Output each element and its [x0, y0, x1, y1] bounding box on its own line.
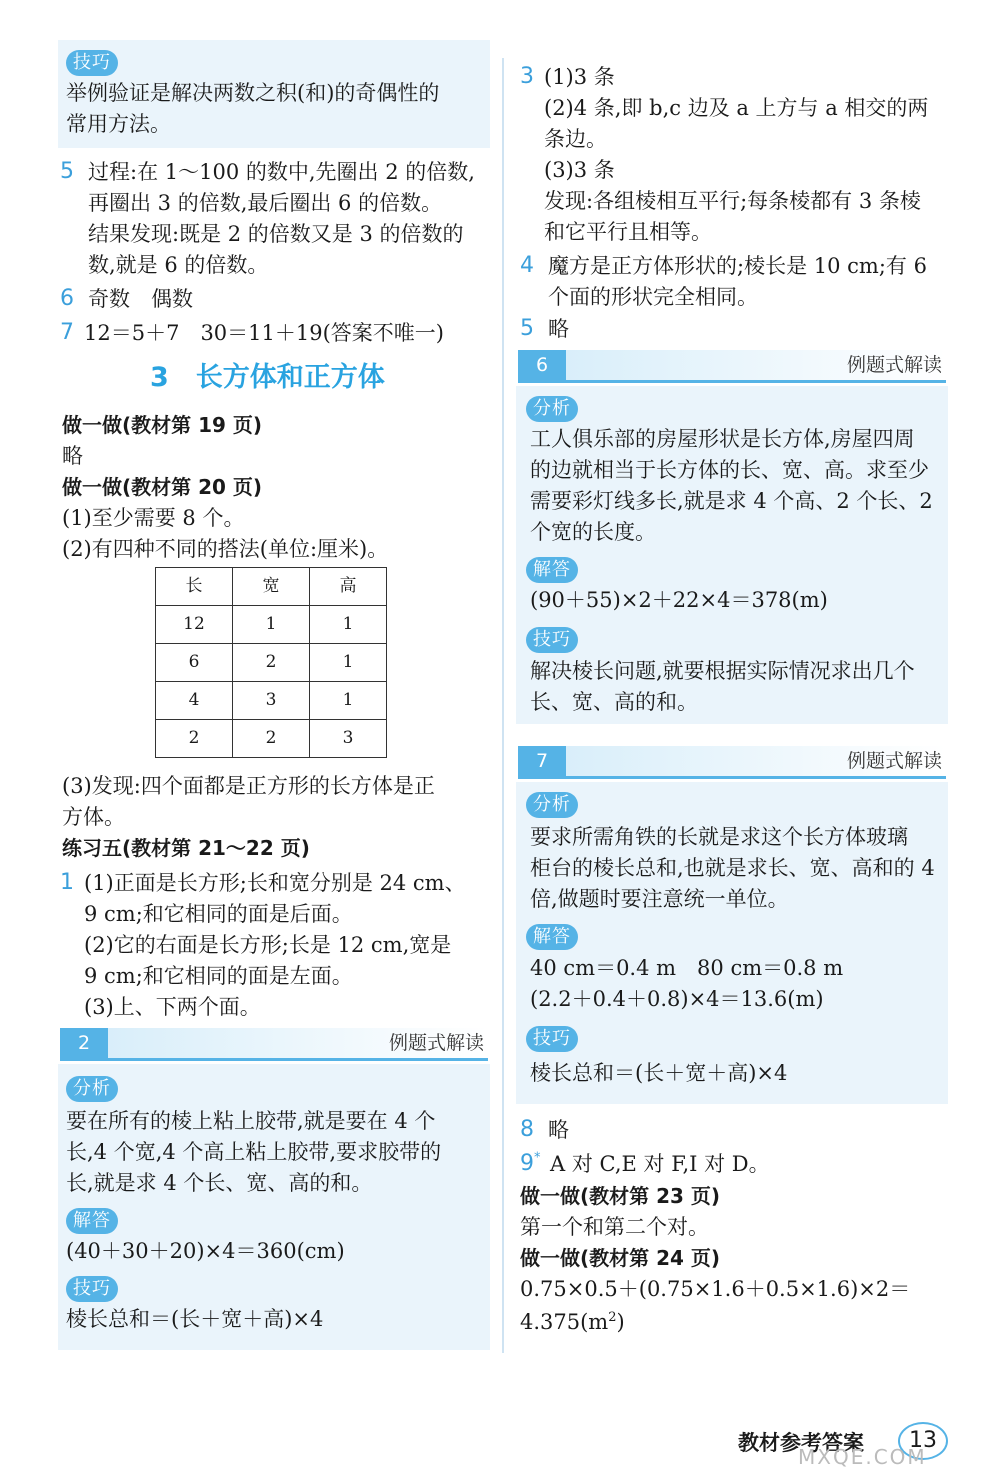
answer-line: 12＝5＋7 30＝11＋19(答案不唯一) [84, 321, 444, 345]
tip-line: 解决棱长问题,就要根据实际情况求出几个 [530, 659, 915, 683]
example-label: 例题式解读 [388, 1032, 484, 1054]
dimensions-table [155, 567, 387, 758]
analysis-line: 长,就是求 4 个长、宽、高的和。 [66, 1171, 373, 1195]
answer-tag: 解答 [526, 553, 578, 584]
table-header: 宽 [233, 568, 310, 606]
table-cell: 1 [310, 682, 387, 720]
table-cell: 1 [310, 644, 387, 682]
answer-line: 9 cm;和它相同的面是后面。 [84, 902, 353, 926]
exercise-heading: 做一做(教材第 19 页) [62, 413, 263, 437]
answer-line: (3)上、下两个面。 [84, 995, 261, 1019]
answer-line: 数,就是 6 的倍数。 [88, 253, 269, 277]
answer-line: 条边。 [544, 127, 607, 151]
answer-line: (2)有四种不同的搭法(单位:厘米)。 [62, 537, 389, 561]
table-cell: 3 [233, 682, 310, 720]
analysis-line: 柜台的棱长总和,也就是求长、宽、高和的 4 [530, 856, 935, 880]
analysis-line: 个宽的长度。 [530, 520, 656, 544]
answer-line: 魔方是正方体形状的;棱长是 10 cm;有 6 [548, 254, 927, 278]
tip-line: 棱长总和＝(长＋宽＋高)×4 [66, 1307, 324, 1331]
analysis-line: 要在所有的棱上粘上胶带,就是要在 4 个 [66, 1109, 436, 1133]
question-number: 8 [520, 1117, 534, 1142]
page-number: 13 [898, 1422, 948, 1460]
answer-line: (2)4 条,即 b,c 边及 a 上方与 a 相交的两 [544, 96, 929, 120]
question-number: 3 [520, 64, 534, 89]
answer-formula: 40 cm＝0.4 m 80 cm＝0.8 m [530, 956, 844, 980]
table-cell: 1 [233, 606, 310, 644]
tip-line: 举例验证是解决两数之积(和)的奇偶性的 [66, 81, 440, 105]
section-title: 3 长方体和正方体 [150, 362, 385, 393]
tip-tag: 技巧 [526, 623, 578, 654]
answer-line: 结果发现:既是 2 的倍数又是 3 的倍数的 [88, 222, 464, 246]
answer-line: 第一个和第二个对。 [520, 1215, 709, 1239]
question-number: 1 [60, 870, 74, 895]
answer-line: 发现:各组棱相互平行;每条棱都有 3 条棱 [544, 189, 921, 213]
example-header [518, 350, 946, 383]
answer-line: (1)至少需要 8 个。 [62, 506, 245, 530]
table-cell: 2 [233, 720, 310, 758]
answer-line: 方体。 [62, 805, 125, 829]
question-number: 7 [60, 320, 74, 345]
answer-line: (3)3 条 [544, 158, 615, 182]
tip-line: 棱长总和＝(长＋宽＋高)×4 [530, 1061, 788, 1085]
exercise-heading: 做一做(教材第 24 页) [520, 1246, 721, 1270]
answer-line: 奇数 偶数 [88, 287, 193, 311]
table-row [156, 720, 387, 758]
answer-line: 略 [548, 317, 569, 341]
analysis-line: 长,4 个宽,4 个高上粘上胶带,要求胶带的 [66, 1140, 442, 1164]
example-number: 6 [518, 350, 566, 380]
example-label: 例题式解读 [846, 354, 942, 376]
analysis-tag: 分析 [66, 1072, 118, 1103]
tip-tag: 技巧 [66, 1272, 118, 1303]
table-cell: 3 [310, 720, 387, 758]
table-cell: 1 [310, 606, 387, 644]
tip-tag: 技巧 [526, 1022, 578, 1053]
answer-line: 略 [62, 444, 83, 468]
exercise-heading: 做一做(教材第 20 页) [62, 475, 263, 499]
answer-formula: 0.75×0.5＋(0.75×1.6＋0.5×1.6)×2＝ [520, 1277, 911, 1301]
answer-line: 个面的形状完全相同。 [548, 285, 758, 309]
table-cell: 2 [233, 644, 310, 682]
answer-tag: 解答 [526, 920, 578, 951]
tip-line: 长、宽、高的和。 [530, 690, 698, 714]
example-number: 7 [518, 746, 566, 776]
answer-formula: (40＋30＋20)×4＝360(cm) [66, 1239, 345, 1263]
analysis-line: 要求所需角铁的长就是求这个长方体玻璃 [530, 825, 908, 849]
analysis-line: 的边就相当于长方体的长、宽、高。求至少 [530, 458, 929, 482]
analysis-line: 倍,做题时要注意统一单位。 [530, 887, 789, 911]
answer-line: 过程:在 1～100 的数中,先圈出 2 的倍数, [88, 160, 475, 184]
analysis-line: 工人俱乐部的房屋形状是长方体,房屋四周 [530, 427, 915, 451]
analysis-line: 需要彩灯线多长,就是求 4 个高、2 个长、2 [530, 489, 933, 513]
table-cell: 6 [156, 644, 233, 682]
question-number: 5 [520, 316, 534, 341]
answer-line: A 对 C,E 对 F,I 对 D。 [550, 1152, 770, 1176]
exercise-heading: 练习五(教材第 21～22 页) [62, 836, 310, 860]
table-header: 长 [156, 568, 233, 606]
answer-tag: 解答 [66, 1204, 118, 1235]
answer-line: (3)发现:四个面都是正方形的长方体是正 [62, 774, 435, 798]
answer-line: (1)正面是长方形;长和宽分别是 24 cm、 [84, 871, 466, 895]
answer-line: 和它平行且相等。 [544, 220, 712, 244]
question-number: 4 [520, 253, 534, 278]
example-label: 例题式解读 [846, 750, 942, 772]
tip-tag: 技巧 [66, 46, 118, 77]
question-number: 9* [520, 1150, 541, 1176]
analysis-tag: 分析 [526, 788, 578, 819]
example-header [60, 1028, 488, 1061]
table-row [156, 644, 387, 682]
answer-formula: (2.2＋0.4＋0.8)×4＝13.6(m) [530, 987, 824, 1011]
table-row [156, 606, 387, 644]
answer-line: (2)它的右面是长方形;长是 12 cm,宽是 [84, 933, 452, 957]
table-cell: 2 [156, 720, 233, 758]
table-row [156, 682, 387, 720]
answer-line: (1)3 条 [544, 65, 615, 89]
example-header [518, 746, 946, 779]
table-cell: 12 [156, 606, 233, 644]
column-divider [502, 58, 504, 1353]
example-number: 2 [60, 1028, 108, 1058]
watermark: MXQE.COM [798, 1445, 927, 1469]
table-header: 高 [310, 568, 387, 606]
answer-formula: $4.375(m^2)$ [520, 1310, 625, 1334]
footer-title: 教材参考答案 [738, 1431, 864, 1455]
tip-line: 常用方法。 [66, 112, 171, 136]
answer-line: 略 [548, 1118, 569, 1142]
question-number: 6 [60, 286, 74, 311]
table-cell: 4 [156, 682, 233, 720]
question-number: 5 [60, 159, 74, 184]
table-header-row [156, 568, 387, 606]
answer-formula: (90＋55)×2＋22×4＝378(m) [530, 588, 828, 612]
analysis-tag: 分析 [526, 392, 578, 423]
exercise-heading: 做一做(教材第 23 页) [520, 1184, 721, 1208]
answer-line: 再圈出 3 的倍数,最后圈出 6 的倍数。 [88, 191, 443, 215]
answer-line: 9 cm;和它相同的面是左面。 [84, 964, 353, 988]
